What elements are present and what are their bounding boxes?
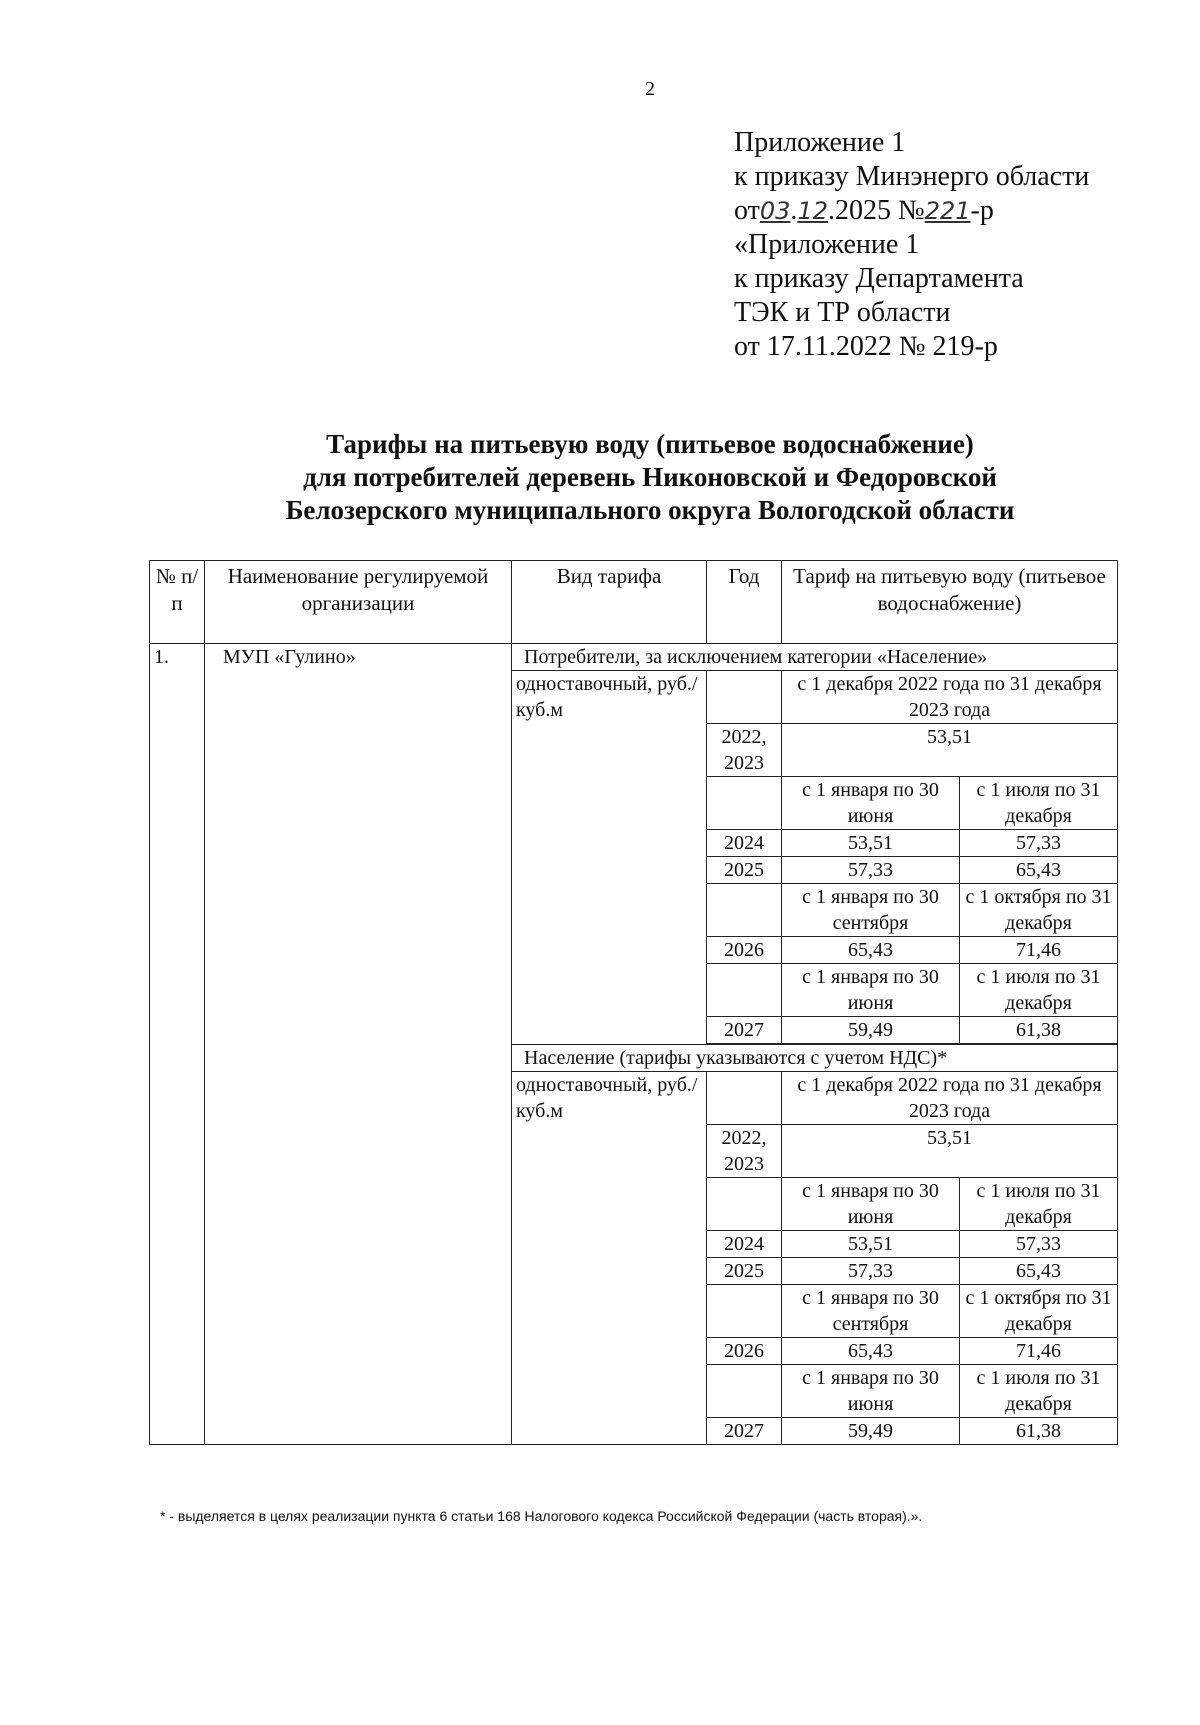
tariff-value: 57,33 — [960, 1231, 1118, 1258]
title-line-1: Тарифы на питьевую воду (питьевое водоснабжение) — [326, 429, 974, 459]
tariff-value: 53,51 — [782, 830, 960, 857]
header-type: Вид тарифа — [512, 561, 707, 644]
year-cell: 2026 — [707, 937, 782, 964]
tariff-value: 61,38 — [960, 1418, 1118, 1445]
title-line-3: Белозерского муниципального округа Вологодской области — [285, 495, 1015, 525]
period-label: с 1 июля по 31 декабря — [960, 964, 1118, 1017]
appendix-date-prefix: от — [734, 195, 760, 226]
year-cell: 2027 — [707, 1418, 782, 1445]
tariff-table — [149, 560, 1118, 1445]
header-num: № п/п — [150, 561, 205, 644]
row-number: 1. — [150, 644, 205, 1445]
handwritten-number: 221 — [924, 197, 971, 225]
period-label: с 1 октября по 31 декабря — [960, 884, 1118, 937]
year-cell: 2025 — [707, 1258, 782, 1285]
period-label: с 1 июля по 31 декабря — [960, 1365, 1118, 1418]
appendix-date-year: .2025 № — [827, 195, 925, 226]
period-label: с 1 января по 30 июня — [782, 1365, 960, 1418]
appendix-line-7: от 17.11.2022 № 219-р — [734, 331, 998, 362]
section-label: Население (тарифы указываются с учетом НДС)* — [512, 1045, 1118, 1072]
tariff-value: 65,43 — [960, 857, 1118, 884]
table-header-row — [150, 561, 1118, 644]
tariff-value: 65,43 — [960, 1258, 1118, 1285]
tariff-value: 59,49 — [782, 1418, 960, 1445]
period-label: с 1 июля по 31 декабря — [960, 777, 1118, 830]
tariff-value: 65,43 — [782, 937, 960, 964]
appendix-line-2: к приказу Минэнерго области — [734, 161, 1090, 192]
section-label: Потребители, за исключением категории «Население» — [512, 644, 1118, 671]
tariff-value: 53,51 — [782, 724, 1118, 777]
year-cell: 2024 — [707, 830, 782, 857]
period-label: с 1 июля по 31 декабря — [960, 1178, 1118, 1231]
table-row — [150, 644, 1118, 671]
tariff-value: 57,33 — [960, 830, 1118, 857]
appendix-line-4: «Приложение 1 — [734, 229, 920, 260]
tariff-value: 61,38 — [960, 1017, 1118, 1044]
year-cell: 2027 — [707, 1017, 782, 1044]
appendix-line-5: к приказу Департамента — [734, 263, 1024, 294]
period-label: с 1 января по 30 июня — [782, 964, 960, 1017]
year-cell: 2025 — [707, 857, 782, 884]
tariff-value: 65,43 — [782, 1338, 960, 1365]
appendix-header — [734, 126, 1089, 364]
year-cell: 2024 — [707, 1231, 782, 1258]
org-name: МУП «Гулино» — [205, 644, 512, 1445]
tariff-value: 53,51 — [782, 1231, 960, 1258]
tariff-value: 57,33 — [782, 857, 960, 884]
footnote: * - выделяется в целях реализации пункта 6 статьи 168 Налогового кодекса Российской Федерации (часть вторая).». — [160, 1508, 923, 1524]
header-year: Год — [707, 561, 782, 644]
appendix-line-6: ТЭК и ТР области — [734, 297, 951, 328]
header-org: Наименование регулируемой организации — [205, 561, 512, 644]
tariff-value: 71,46 — [960, 1338, 1118, 1365]
year-cell: 2022, 2023 — [707, 1125, 782, 1178]
appendix-line-3: от03.12.2025 №221-р — [734, 195, 994, 226]
period-label: с 1 января по 30 июня — [782, 1178, 960, 1231]
period-label: с 1 января по 30 сентября — [782, 884, 960, 937]
tariff-value: 59,49 — [782, 1017, 960, 1044]
handwritten-day: 03 — [759, 197, 791, 225]
appendix-number-suffix: -р — [970, 195, 994, 226]
period-label: с 1 декабря 2022 года по 31 декабря 2023 года — [782, 1072, 1118, 1125]
tariff-value: 53,51 — [782, 1125, 1118, 1178]
appendix-line-1: Приложение 1 — [734, 127, 906, 158]
year-cell: 2026 — [707, 1338, 782, 1365]
period-label: с 1 декабря 2022 года по 31 декабря 2023 года — [782, 671, 1118, 724]
document-title — [0, 428, 1200, 527]
period-label: с 1 января по 30 сентября — [782, 1285, 960, 1338]
handwritten-month: 12 — [797, 197, 828, 225]
page-number: 2 — [645, 78, 655, 100]
tariff-type: одноставочный, руб./куб.м — [512, 671, 707, 1045]
header-tariff: Тариф на питьевую воду (питьевое водоснабжение) — [782, 561, 1118, 644]
tariff-value: 71,46 — [960, 937, 1118, 964]
title-line-2: для потребителей деревень Никоновской и Федоровской — [303, 462, 997, 492]
period-label: с 1 октября по 31 декабря — [960, 1285, 1118, 1338]
year-cell: 2022, 2023 — [707, 724, 782, 777]
period-label: с 1 января по 30 июня — [782, 777, 960, 830]
tariff-value: 57,33 — [782, 1258, 960, 1285]
tariff-type: одноставочный, руб./куб.м — [512, 1072, 707, 1445]
